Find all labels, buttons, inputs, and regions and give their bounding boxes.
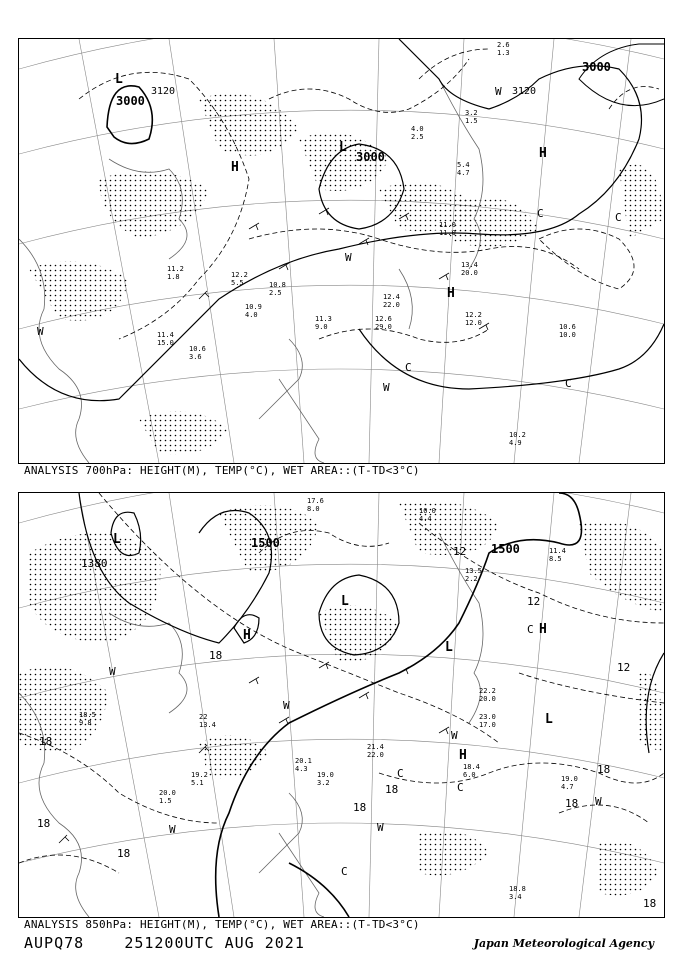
- station-plot: [479, 687, 496, 703]
- svg-text:17.0: 17.0: [479, 721, 496, 729]
- station-plot: [315, 315, 332, 331]
- chart-850hpa: [18, 492, 665, 918]
- station-plot: [461, 261, 478, 277]
- svg-text:4.9: 4.9: [509, 439, 522, 447]
- station-plot: [317, 771, 334, 787]
- station-plot: [465, 311, 482, 327]
- svg-text:22.0: 22.0: [383, 301, 400, 309]
- svg-text:8.5: 8.5: [549, 555, 562, 563]
- station-plot: [307, 497, 324, 513]
- svg-text:15.0: 15.0: [157, 339, 174, 347]
- svg-text:5.4: 5.4: [457, 161, 470, 169]
- isotherm-label: 18: [353, 801, 367, 814]
- bulletin-time: 251200UTC AUG 2021: [124, 934, 305, 952]
- svg-text:11.4: 11.4: [157, 331, 174, 339]
- low-pressure-center: L: [445, 640, 453, 655]
- station-plot: [479, 713, 496, 729]
- contour-label: 1500: [491, 542, 520, 556]
- contour-label: 3120: [512, 86, 537, 97]
- warm-center: W: [451, 729, 458, 742]
- station-plot: [411, 125, 424, 141]
- station-plot: [231, 271, 248, 287]
- isotherm-label: 12: [617, 661, 631, 674]
- warm-center: W: [169, 823, 176, 836]
- warm-center: W: [109, 665, 116, 678]
- svg-text:10.2: 10.2: [509, 431, 526, 439]
- station-plot: [157, 331, 174, 347]
- contour-label: 3000: [582, 60, 611, 74]
- isotherm-label: 12: [453, 545, 467, 558]
- svg-text:4.7: 4.7: [561, 783, 574, 791]
- svg-text:19.0: 19.0: [561, 775, 578, 783]
- high-pressure-center: H: [459, 748, 467, 763]
- contour-label: 1500: [251, 536, 280, 550]
- isotherm-label: 18: [643, 897, 657, 910]
- svg-text:10.6: 10.6: [189, 345, 206, 353]
- station-plot: [463, 763, 480, 779]
- svg-text:12.0: 12.0: [465, 319, 482, 327]
- svg-text:4.7: 4.7: [457, 169, 470, 177]
- svg-text:12.6: 12.6: [375, 315, 392, 323]
- station-plot: [269, 281, 286, 297]
- isotherm-label: 12: [527, 595, 541, 608]
- station-plot: [295, 757, 312, 773]
- station-plot: [367, 743, 384, 759]
- svg-text:17.6: 17.6: [307, 497, 324, 505]
- svg-text:10.0: 10.0: [559, 331, 576, 339]
- station-plot: [561, 775, 578, 791]
- chart-700hpa: [18, 38, 665, 464]
- map-850hpa: [19, 493, 664, 917]
- svg-text:1.8: 1.8: [167, 273, 180, 281]
- svg-text:2.2: 2.2: [465, 575, 478, 583]
- svg-text:22.2: 22.2: [479, 687, 496, 695]
- warm-center: W: [595, 795, 602, 808]
- svg-text:22: 22: [199, 713, 208, 721]
- svg-text:3.6: 3.6: [189, 353, 202, 361]
- svg-text:10.0: 10.0: [419, 507, 436, 515]
- svg-text:6.0: 6.0: [463, 771, 476, 779]
- svg-text:11.4: 11.4: [549, 547, 566, 555]
- cold-center: C: [457, 781, 464, 794]
- station-plot: [509, 431, 526, 447]
- svg-text:11.0: 11.0: [439, 229, 456, 237]
- station-plot: [439, 221, 456, 237]
- cold-center: C: [527, 623, 534, 636]
- low-pressure-center: L: [341, 594, 349, 609]
- low-pressure-center: L: [339, 140, 347, 155]
- svg-text:23.0: 23.0: [479, 713, 496, 721]
- high-pressure-center: H: [539, 146, 547, 161]
- station-plot: [375, 315, 392, 331]
- station-plot: [497, 41, 510, 57]
- svg-text:12.4: 12.4: [383, 293, 400, 301]
- isotherm-label: 18: [37, 817, 51, 830]
- low-pressure-center: L: [115, 72, 123, 87]
- svg-text:13.4: 13.4: [461, 261, 478, 269]
- station-plot: [465, 109, 478, 125]
- bulletin-header: [24, 934, 305, 952]
- svg-text:4.3: 4.3: [295, 765, 308, 773]
- svg-text:10.8: 10.8: [269, 281, 286, 289]
- isotherm-label: 18: [209, 649, 223, 662]
- svg-text:20.0: 20.0: [159, 789, 176, 797]
- station-plot: [559, 323, 576, 339]
- svg-text:20.0: 20.0: [479, 695, 496, 703]
- svg-text:18.8: 18.8: [509, 885, 526, 893]
- low-pressure-center: L: [113, 532, 121, 547]
- contour-label: 3000: [356, 150, 385, 164]
- svg-text:2.5: 2.5: [269, 289, 282, 297]
- station-plot: [189, 345, 206, 361]
- svg-text:2.6: 2.6: [497, 41, 510, 49]
- station-plot: [383, 293, 400, 309]
- svg-text:1.5: 1.5: [465, 117, 478, 125]
- isotherm-label: 18: [565, 797, 579, 810]
- contour-label: 3120: [151, 86, 176, 97]
- contour-label: 1380: [81, 557, 108, 570]
- svg-text:3.2: 3.2: [465, 109, 478, 117]
- svg-text:19.0: 19.0: [317, 771, 334, 779]
- cold-center: C: [615, 211, 622, 224]
- svg-text:9.8: 9.8: [79, 719, 92, 727]
- svg-text:19.2: 19.2: [191, 771, 208, 779]
- high-pressure-center: H: [231, 160, 239, 175]
- svg-text:18.4: 18.4: [463, 763, 480, 771]
- height-contours: [79, 493, 664, 917]
- cold-center: C: [397, 767, 404, 780]
- svg-text:5.5: 5.5: [231, 279, 244, 287]
- warm-center: W: [37, 325, 44, 338]
- svg-text:4.0: 4.0: [245, 311, 258, 319]
- svg-text:12.2: 12.2: [465, 311, 482, 319]
- bulletin-code: AUPQ78: [24, 934, 85, 952]
- svg-text:29.0: 29.0: [375, 323, 392, 331]
- svg-text:4.4: 4.4: [419, 515, 432, 523]
- warm-center: W: [383, 381, 390, 394]
- svg-text:22.0: 22.0: [367, 751, 384, 759]
- svg-text:11.3: 11.3: [315, 315, 332, 323]
- warm-center: W: [377, 821, 384, 834]
- station-plot: [549, 547, 566, 563]
- cold-center: C: [537, 207, 544, 220]
- high-pressure-center: H: [447, 286, 455, 301]
- svg-text:20.0: 20.0: [461, 269, 478, 277]
- warm-center: W: [283, 699, 290, 712]
- svg-text:10.9: 10.9: [245, 303, 262, 311]
- station-plot: [191, 771, 208, 787]
- station-plot: [167, 265, 184, 281]
- map-700hpa: [19, 39, 664, 463]
- chart-850-caption: ANALYSIS 850hPa: HEIGHT(M), TEMP(°C), WET AREA::(T-TD<3°C): [24, 918, 420, 931]
- high-pressure-center: H: [539, 622, 547, 637]
- svg-text:13.4: 13.4: [199, 721, 216, 729]
- cold-center: C: [565, 377, 572, 390]
- svg-text:4.0: 4.0: [411, 125, 424, 133]
- station-plot: [509, 885, 526, 901]
- svg-text:11.2: 11.2: [167, 265, 184, 273]
- station-plot: [457, 161, 470, 177]
- svg-text:8.0: 8.0: [307, 505, 320, 513]
- svg-text:9.0: 9.0: [315, 323, 328, 331]
- cold-center: C: [405, 361, 412, 374]
- svg-text:18.5: 18.5: [79, 711, 96, 719]
- isotherm-label: 18: [117, 847, 131, 860]
- chart-700-caption: ANALYSIS 700hPa: HEIGHT(M), TEMP(°C), WET AREA::(T-TD<3°C): [24, 464, 420, 477]
- warm-center: W: [345, 251, 352, 264]
- station-plot: [245, 303, 262, 319]
- station-plot: [199, 713, 216, 729]
- svg-text:3.4: 3.4: [509, 893, 522, 901]
- svg-text:2.5: 2.5: [411, 133, 424, 141]
- cold-center: C: [341, 865, 348, 878]
- svg-text:10.6: 10.6: [559, 323, 576, 331]
- isotherm-label: 18: [597, 763, 611, 776]
- station-plot: [159, 789, 176, 805]
- svg-text:1.5: 1.5: [159, 797, 172, 805]
- svg-text:21.4: 21.4: [367, 743, 384, 751]
- svg-text:20.1: 20.1: [295, 757, 312, 765]
- svg-text:1.3: 1.3: [497, 49, 510, 57]
- agency-name: Japan Meteorological Agency: [473, 937, 654, 950]
- svg-text:11.0: 11.0: [439, 221, 456, 229]
- svg-text:3.2: 3.2: [317, 779, 330, 787]
- isotherm-label: 18: [385, 783, 399, 796]
- high-pressure-center: H: [243, 628, 251, 643]
- warm-center: W: [495, 85, 502, 98]
- isotherm-label: 18: [39, 735, 53, 748]
- svg-text:5.1: 5.1: [191, 779, 204, 787]
- svg-text:13.5: 13.5: [465, 567, 482, 575]
- low-pressure-center: L: [545, 712, 553, 727]
- contour-label: 3000: [116, 94, 145, 108]
- svg-text:12.2: 12.2: [231, 271, 248, 279]
